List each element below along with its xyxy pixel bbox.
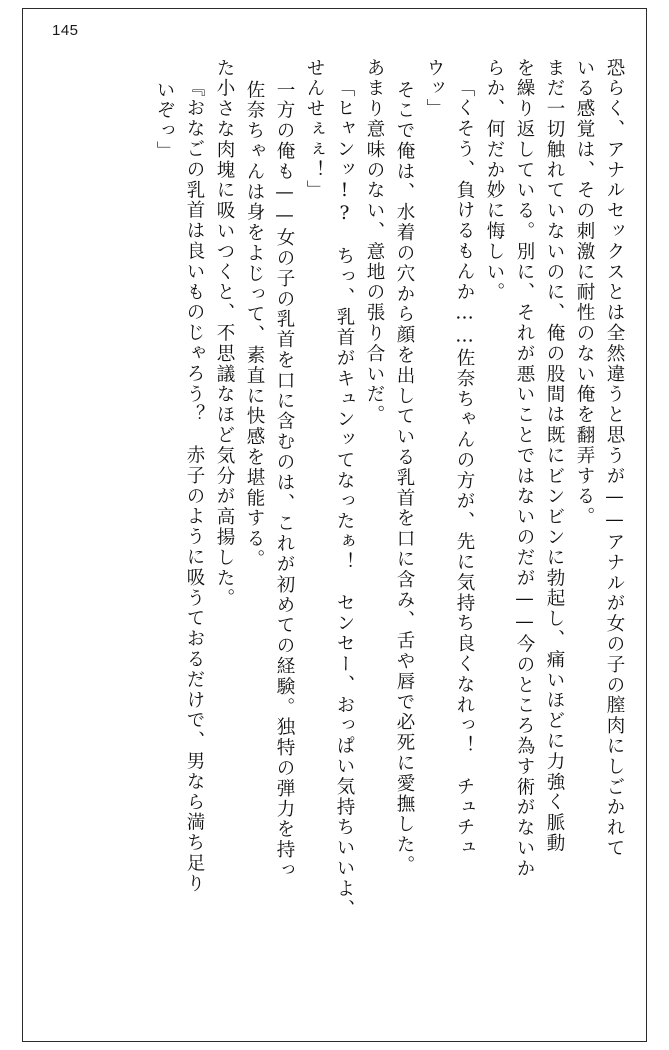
text-column: 佐奈ちゃんは身をよじって、素直に快感を堪能する。 — [244, 80, 265, 570]
text-column: あまり意味のない、意地の張り合いだ。 — [364, 58, 385, 426]
text-column: まだ一切触れていないのに、俺の股間は既にビンビンに勃起し、痛いほどに力強く脈動 — [544, 58, 565, 854]
text-column: いる感覚は、その刺激に耐性のない俺を翻弄する。 — [574, 58, 595, 528]
text-column: そこで俺は、水着の穴から顔を出している乳首を口に含み、舌や唇で必死に愛撫した。 — [394, 80, 415, 876]
text-column: 恐らく、アナルセックスとは全然違うと思うが——アナルが女の子の膣肉にしごかれて — [604, 58, 625, 859]
text-column: た小さな肉塊に吸いつくと、不思議なほど気分が高揚した。 — [214, 58, 235, 609]
text-column: 『おなごの乳首は良いものじゃろう？ 赤子のように吸うておるだけで、男なら満ち足り — [184, 78, 205, 894]
text-column: せんせぇぇ！」 — [304, 58, 325, 201]
text-column: らか、何だか妙に悔しい。 — [484, 58, 505, 303]
text-column: ウッ」 — [424, 58, 445, 120]
text-column: 「くそう、負けるもんか……佐奈ちゃんの方が、先に気持ち良くなれっ！ チュチュ — [454, 78, 475, 859]
text-column: を繰り返している。別に、それが悪いことではないのだが——今のところ為す術がないか — [514, 58, 535, 879]
page-number: 145 — [52, 22, 79, 39]
text-column: 一方の俺も——女の子の乳首を口に含むのは、これが初めての経験。独特の弾力を持っ — [274, 80, 295, 881]
text-column: 「ヒャンッ!? ちっ、乳首がキュンッてなったぁ！ センセー、おっぱい気持ちいいよ、 — [334, 78, 355, 920]
text-column: いぞっ」 — [154, 80, 175, 162]
vertical-text-body — [46, 58, 623, 1016]
